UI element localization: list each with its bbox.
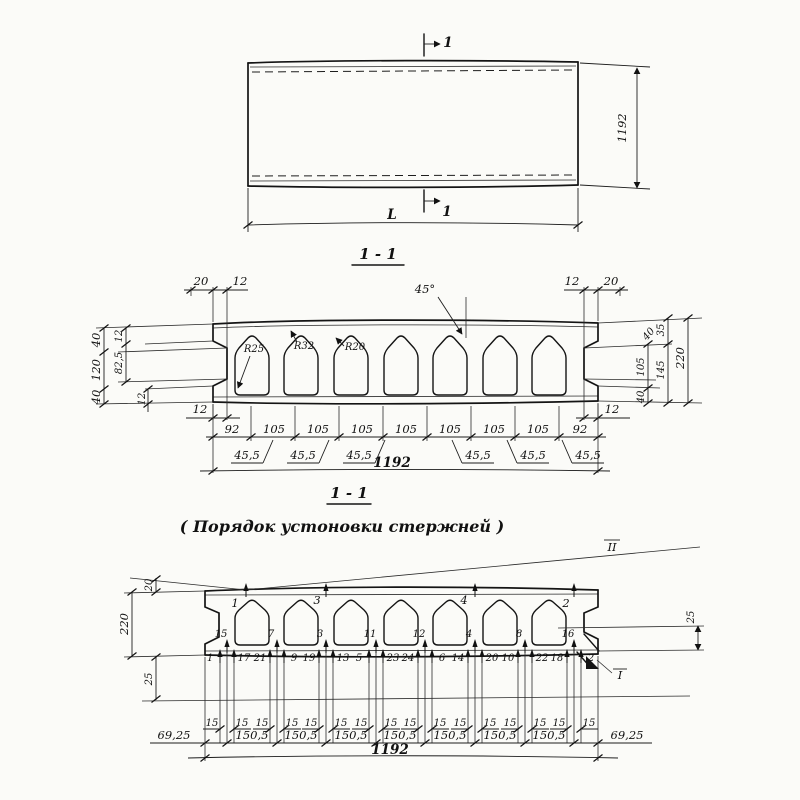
offset-45-4: 45,5 (465, 448, 491, 462)
bottom-rod-w4-left: 24 (401, 653, 415, 664)
sp150-3: 150,5 (383, 728, 417, 742)
offset-45-2: 45,5 (290, 448, 316, 462)
section-dim-bottom-right-12 (576, 379, 630, 422)
dim-12-bottomright: 12 (604, 402, 620, 416)
sp15-6: 15 (354, 718, 368, 729)
offset-45-3: 45,5 (346, 448, 372, 462)
radius-1-label: R25 (243, 344, 265, 355)
bottom-rod-w1-left: 21 (253, 653, 267, 664)
bottom-rod-w5-right: 20 (485, 653, 499, 664)
bottom-rod-w1-right: 9 (290, 653, 298, 664)
group-marks (130, 540, 700, 701)
mid-rod-4: 12 (412, 629, 426, 640)
bottom-rod-w4-right: 6 (438, 653, 446, 664)
sp15-1: 15 (235, 718, 249, 729)
sp150-2: 150,5 (334, 728, 368, 742)
dim-20-topleft: 20 (193, 274, 209, 288)
bottom-rod-w5-left: 14 (451, 653, 465, 664)
joint-profile-right-2 (584, 590, 598, 654)
chain-105-1: 105 (263, 422, 285, 436)
section-dims-left (89, 324, 227, 412)
radius-2-label: R32 (293, 341, 315, 352)
sp15-5: 15 (334, 718, 348, 729)
bottom-rod-w0-right: 17 (237, 653, 251, 664)
chain-105-5: 105 (439, 422, 461, 436)
plan-length-dimension (244, 188, 583, 232)
sp15-13: 15 (533, 718, 547, 729)
install-title-text: 1 - 1 (330, 484, 368, 502)
bottom-rod-w0-left: 1 (206, 653, 214, 664)
top-rod-3: 3 (313, 593, 321, 607)
mid-rod-7: 16 (561, 629, 575, 640)
dim-12-topleft: 12 (232, 274, 248, 288)
cut-label-top: 1 (443, 35, 453, 51)
sp15-9: 15 (433, 718, 447, 729)
bottom-rod-w3-right: 23 (386, 653, 400, 664)
dim-left-12-top: 12 (114, 329, 125, 343)
section-offset-chain-45-5 (231, 440, 604, 463)
plan-outline (248, 61, 578, 188)
sp150-0: 150,5 (235, 728, 269, 742)
section-dims-top-right (564, 274, 628, 348)
chain-105-6: 105 (483, 422, 505, 436)
chain-105-2: 105 (307, 422, 329, 436)
radius-3-label: R20 (344, 342, 366, 353)
install-dims-right (558, 611, 704, 651)
sp15-14: 15 (552, 718, 566, 729)
mark-group-1: I (617, 668, 623, 682)
bottom-rod-w7-left: 18 (550, 653, 564, 664)
dim-right-145: 145 (656, 360, 667, 380)
dim-left-82-5: 82,5 (114, 351, 125, 375)
dim-install-220: 220 (117, 613, 131, 635)
section-voids (235, 336, 566, 395)
section-total-label: 1192 (373, 455, 411, 471)
joint-profile-left-2 (205, 591, 219, 655)
section-total-dimension (200, 455, 610, 475)
offset-45-5: 45,5 (520, 448, 546, 462)
top-rod-4: 4 (460, 593, 468, 607)
dim-left-12-bottom: 12 (137, 392, 148, 406)
dim-right-105: 105 (636, 357, 647, 377)
chain-92-right: 92 (572, 422, 588, 436)
install-total-label: 1192 (371, 742, 409, 758)
plan-view (244, 34, 651, 232)
sp15-11: 15 (483, 718, 497, 729)
offset-45-6: 45,5 (575, 448, 601, 462)
dim-right-220: 220 (673, 347, 687, 369)
mid-rod-6: 8 (515, 629, 523, 640)
dim-right-40-bottom: 40 (636, 390, 647, 404)
sp150-6: 150,5 (532, 728, 566, 742)
mid-rod-2: 3 (316, 629, 324, 640)
sp150-1: 150,5 (284, 728, 318, 742)
sp150-5: 150,5 (483, 728, 517, 742)
chain-92-left: 92 (224, 422, 240, 436)
dim-install-20: 20 (144, 578, 155, 592)
bottom-rod-w2-left: 19 (302, 653, 316, 664)
install-view (117, 484, 704, 762)
edge-69-left: 69,25 (157, 728, 191, 742)
sp15-15: 15 (582, 718, 596, 729)
sp15-3: 15 (285, 718, 299, 729)
sp150-4: 150,5 (433, 728, 467, 742)
sp15-7: 15 (384, 718, 398, 729)
sp15-4: 15 (304, 718, 318, 729)
offset-45-1: 45,5 (234, 448, 260, 462)
section-cut-mark-top (424, 34, 453, 56)
plan-width-dimension (580, 63, 650, 189)
dim-12-topright: 12 (564, 274, 580, 288)
dim-20-topright: 20 (603, 274, 619, 288)
bottom-rod-w6-left: 10 (501, 653, 515, 664)
section-title (352, 245, 404, 265)
joint-profile-left (213, 324, 227, 402)
mid-rod-0: 15 (214, 629, 228, 640)
chain-105-3: 105 (351, 422, 373, 436)
dim-right-40-small: 40 (640, 325, 658, 343)
top-rod-1: 1 (231, 596, 239, 610)
sp15-2: 15 (255, 718, 269, 729)
sp15-12: 15 (503, 718, 517, 729)
plan-width-label: 1192 (615, 113, 629, 143)
dim-left-40-bottom: 40 (89, 389, 103, 405)
section-cut-mark-bottom (424, 190, 452, 220)
chain-105-4: 105 (395, 422, 417, 436)
dim-left-120: 120 (89, 359, 103, 381)
install-dims-left (117, 576, 205, 703)
sp15-10: 15 (453, 718, 467, 729)
joint-profile-right (584, 323, 598, 401)
section-dims-top-left (184, 274, 248, 348)
angle-label: 45° (414, 282, 436, 296)
chamfer-angle-callout (414, 282, 466, 338)
mid-rod-5: 4 (465, 629, 473, 640)
dim-12-bottomleft: 12 (192, 402, 208, 416)
bottom-rod-w2-right: 13 (336, 653, 350, 664)
mid-rod-3: 11 (363, 629, 377, 640)
dim-left-40-top: 40 (89, 332, 103, 348)
dim-right-35: 35 (656, 323, 667, 337)
bottom-rod-w6-right: 22 (535, 653, 549, 664)
dim-install-25-right: 25 (686, 610, 697, 624)
cut-label-bottom: 1 (442, 204, 452, 220)
top-rod-2: 2 (562, 596, 570, 610)
edge-69-right: 69,25 (610, 728, 644, 742)
section-dims-right (584, 315, 702, 407)
sp15-8: 15 (403, 718, 417, 729)
install-subtitle-text: ( Порядок устоновки стержней ) (179, 517, 505, 536)
install-title (180, 484, 504, 536)
hidden-edge-top (252, 70, 574, 72)
mid-rod-1: 7 (267, 629, 275, 640)
section-view (89, 245, 702, 475)
hidden-edge-bottom (252, 175, 574, 176)
install-total-dimension (188, 656, 618, 762)
bottom-rod-w7-right: 2 (587, 653, 595, 664)
bottom-rod-w3-left: 5 (355, 653, 363, 664)
plan-length-label: L (387, 207, 397, 223)
section-outline (213, 320, 598, 404)
mark-group-2: II (607, 540, 617, 554)
section-title-text: 1 - 1 (359, 245, 397, 263)
sp15-0: 15 (205, 718, 219, 729)
chain-105-7: 105 (527, 422, 549, 436)
dim-install-25-left: 25 (144, 672, 155, 686)
